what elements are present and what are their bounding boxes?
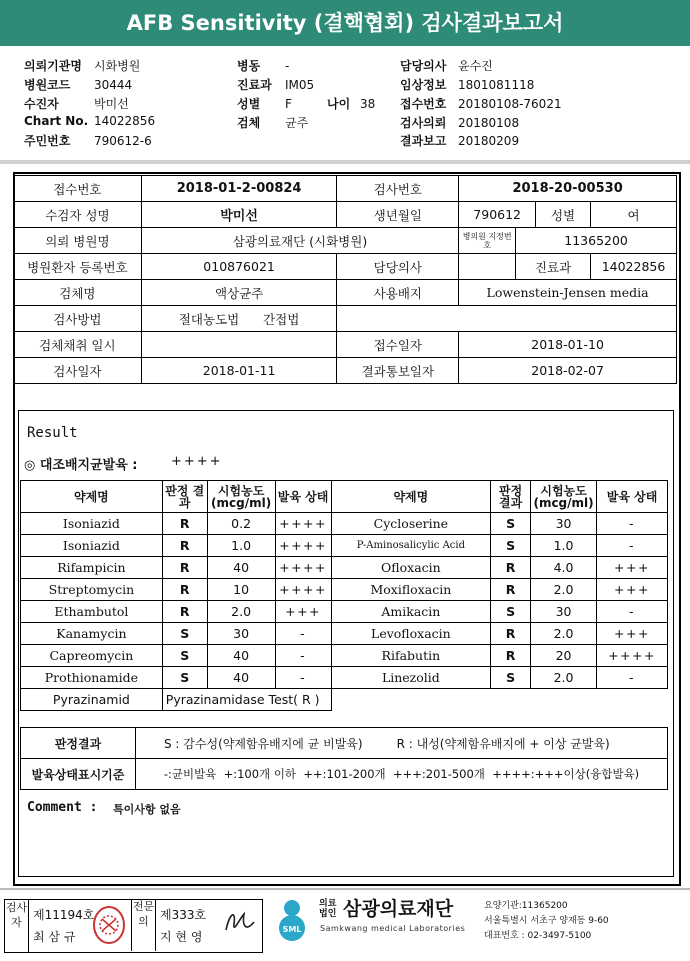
- right-conc-cell: 1.0: [531, 535, 597, 557]
- right-growth-cell: -: [597, 601, 668, 623]
- table-row: [14, 280, 677, 306]
- right-growth-cell: +++: [597, 557, 668, 579]
- left-growth-cell: ++++: [275, 513, 331, 535]
- left-drug-cell: Streptomycin: [21, 579, 163, 601]
- right-conc-cell: 2.0: [531, 667, 597, 689]
- right-growth-cell: +++: [597, 623, 668, 645]
- left-judge-cell: R: [162, 535, 207, 557]
- method-label: 검사방법: [14, 306, 142, 332]
- left-drug-cell: Prothionamide: [21, 667, 163, 689]
- col-drug: 약제명: [331, 481, 491, 513]
- specimen: 액상균주: [141, 280, 337, 306]
- right-drug-cell: P-Aminosalicylic Acid: [331, 535, 491, 557]
- left-drug-cell: Rifampicin: [21, 557, 163, 579]
- left-growth-cell: -: [275, 645, 331, 667]
- right-drug-cell: Amikacin: [331, 601, 491, 623]
- field-label: 수진자: [24, 97, 59, 111]
- right-conc-cell: 30: [531, 513, 597, 535]
- field-label: 접수번호: [400, 97, 447, 111]
- table-row: [21, 667, 668, 689]
- table-row: [21, 535, 668, 557]
- receipt-no-label: 접수번호: [14, 176, 142, 202]
- right-drug-cell: Ofloxacin: [331, 557, 491, 579]
- left-conc-cell: 1.0: [207, 535, 275, 557]
- field-label: 담당의사: [400, 59, 447, 73]
- address-line: 서울특별시 서초구 양재동 9-60: [484, 916, 609, 926]
- exam-no-label: 검사번호: [337, 176, 459, 202]
- dob-label: 생년월일: [337, 202, 459, 228]
- patient-info-table: [13, 175, 677, 384]
- table-row: [14, 306, 677, 332]
- examiner-name: 최 삼 규: [33, 930, 76, 944]
- right-judge-cell: S: [491, 535, 531, 557]
- header-field: [400, 132, 519, 149]
- left-judge-cell: R: [162, 513, 207, 535]
- right-judge-cell: R: [491, 645, 531, 667]
- org-en: Samkwang medical Laboratories: [320, 924, 466, 933]
- left-drug-cell: Capreomycin: [21, 645, 163, 667]
- growth-legend: -:균비발육 +:100개 이하 ++:101-200개 +++:201-500개 ++++:+++이상(융합발육): [136, 759, 668, 790]
- method-blank: [337, 306, 677, 332]
- pza-drug: Pyrazinamid: [21, 689, 163, 711]
- field-label: 진료과: [237, 78, 272, 92]
- right-drug-cell: Rifabutin: [331, 645, 491, 667]
- left-drug-cell: Isoniazid: [21, 513, 163, 535]
- field-value: F: [285, 97, 292, 111]
- pza-test: Pyrazinamidase Test( R ): [162, 689, 331, 711]
- left-conc-cell: 10: [207, 579, 275, 601]
- table-row: [14, 358, 677, 384]
- collect: [141, 332, 337, 358]
- right-growth-cell: -: [597, 667, 668, 689]
- left-growth-cell: ++++: [275, 535, 331, 557]
- col-drug: 약제명: [21, 481, 163, 513]
- left-growth-cell: +++: [275, 601, 331, 623]
- left-growth-cell: -: [275, 623, 331, 645]
- right-growth-cell: +++: [597, 579, 668, 601]
- field-label: 성별: [237, 97, 261, 111]
- patient-name: 박미선: [141, 202, 337, 228]
- header-field: [24, 76, 132, 93]
- field-value: 균주: [285, 116, 309, 130]
- left-conc-cell: 30: [207, 623, 275, 645]
- blank-cell: [331, 689, 667, 711]
- header-divider: [0, 160, 690, 164]
- left-growth-cell: ++++: [275, 557, 331, 579]
- control-growth-label: ◎ 대조배지균발육 :: [24, 458, 138, 473]
- header-field: [400, 95, 562, 112]
- field-label: 결과보고: [400, 134, 447, 148]
- specialist-label: 전문의: [131, 899, 156, 951]
- field-value: 30444: [94, 78, 133, 92]
- header-field: [400, 76, 534, 93]
- legend-table: [20, 727, 668, 790]
- received: 2018-01-10: [459, 332, 677, 358]
- report-date-label: 결과통보일자: [337, 358, 459, 384]
- right-conc-cell: 2.0: [531, 623, 597, 645]
- table-row: [21, 728, 668, 759]
- medium: Lowenstein-Jensen media: [459, 280, 677, 306]
- report-title: AFB Sensitivity (결핵협회) 검사결과보고서: [0, 0, 690, 46]
- field-label: 병동: [237, 59, 261, 73]
- method: [141, 306, 337, 332]
- comment-text: 특이사항 없음: [113, 803, 181, 816]
- right-growth-cell: ++++: [597, 645, 668, 667]
- table-row: [21, 645, 668, 667]
- field-label: 검체: [237, 116, 261, 130]
- table-row: [21, 689, 668, 711]
- reg-no-label: 병원환자 등록번호: [14, 254, 142, 280]
- table-row: [14, 176, 677, 202]
- right-judge-cell: R: [491, 623, 531, 645]
- comment-label: Comment :: [27, 800, 98, 815]
- hosp-code-label: 병의원 지정번호: [459, 228, 516, 254]
- dept: 14022856: [591, 254, 677, 280]
- sex: 여: [591, 202, 677, 228]
- right-drug-cell: Moxifloxacin: [331, 579, 491, 601]
- received-label: 접수일자: [337, 332, 459, 358]
- col-judge: 판정 결과: [162, 481, 207, 513]
- left-growth-cell: ++++: [275, 579, 331, 601]
- hosp-code: 11365200: [516, 228, 677, 254]
- table-row: [14, 254, 677, 280]
- col-growth: 발육 상태: [275, 481, 331, 513]
- sex-label: 성별: [536, 202, 591, 228]
- org-prefix: 의료법인: [319, 899, 337, 919]
- header-field: [237, 76, 314, 93]
- col-conc: 시험농도 (mcg/ml): [531, 481, 597, 513]
- left-drug-cell: Isoniazid: [21, 535, 163, 557]
- field-value: 20180108: [458, 116, 520, 130]
- field-label: 임상정보: [400, 78, 447, 92]
- header-field: [237, 57, 289, 74]
- exam-no: 2018-20-00530: [459, 176, 677, 202]
- table-row: [14, 332, 677, 358]
- left-conc-cell: 0.2: [207, 513, 275, 535]
- field-label: 병원코드: [24, 78, 71, 92]
- test-date: 2018-01-11: [141, 358, 337, 384]
- age-label: 나이: [327, 97, 351, 111]
- field-label: 주민번호: [24, 134, 71, 148]
- field-value: IM05: [285, 78, 315, 92]
- right-conc-cell: 2.0: [531, 579, 597, 601]
- right-growth-cell: -: [597, 513, 668, 535]
- field-value: 14022856: [94, 114, 156, 128]
- report-date: 2018-02-07: [459, 358, 677, 384]
- left-growth-cell: -: [275, 667, 331, 689]
- specialist-name: 지 현 영: [160, 930, 203, 944]
- medium-label: 사용배지: [337, 280, 459, 306]
- header-field: [24, 132, 152, 149]
- control-growth-value: ++++: [171, 454, 223, 469]
- judge-legend-r: R : 내성(약제함유배지에 + 이상 균발육): [396, 736, 610, 751]
- header-field: [400, 114, 519, 131]
- collect-label: 검체채취 일시: [14, 332, 142, 358]
- field-label: Chart No.: [24, 114, 89, 128]
- left-judge-cell: S: [162, 645, 207, 667]
- table-header-row: [21, 481, 668, 513]
- table-row: [21, 601, 668, 623]
- header-field: [24, 95, 129, 112]
- field-label: 의뢰기관명: [24, 59, 82, 73]
- left-judge-cell: S: [162, 623, 207, 645]
- header-field: [24, 114, 155, 128]
- specialist-no: 제333호: [160, 908, 207, 922]
- left-conc-cell: 40: [207, 645, 275, 667]
- col-judge: 판정 결과: [491, 481, 531, 513]
- table-row: [21, 759, 668, 790]
- right-drug-cell: Linezolid: [331, 667, 491, 689]
- judge-legend-s: S : 감수성(약제함유배지에 균 비발육): [164, 736, 363, 751]
- growth-legend-label: 발육상태표시기준: [21, 759, 136, 790]
- left-conc-cell: 2.0: [207, 601, 275, 623]
- header-field: [400, 57, 493, 74]
- sml-logo-icon: [272, 898, 312, 942]
- method-1: 절대농도법: [178, 311, 240, 327]
- field-label: 검사의뢰: [400, 116, 447, 130]
- logo-text: SML: [282, 925, 302, 934]
- doctor-label: 담당의사: [337, 254, 459, 280]
- left-drug-cell: Kanamycin: [21, 623, 163, 645]
- receipt-no: 2018-01-2-00824: [141, 176, 337, 202]
- patient-name-label: 수검자 성명: [14, 202, 142, 228]
- table-row: [14, 228, 677, 254]
- right-drug-cell: Levofloxacin: [331, 623, 491, 645]
- table-row: [21, 623, 668, 645]
- field-value: 20180108-76021: [458, 97, 562, 111]
- table-row: [21, 557, 668, 579]
- col-growth: 발육 상태: [597, 481, 668, 513]
- field-value: -: [285, 59, 290, 73]
- left-judge-cell: S: [162, 667, 207, 689]
- left-conc-cell: 40: [207, 557, 275, 579]
- hospital: 삼광의료재단 (시화병원): [141, 228, 458, 254]
- left-judge-cell: R: [162, 557, 207, 579]
- right-conc-cell: 4.0: [531, 557, 597, 579]
- right-judge-cell: S: [491, 667, 531, 689]
- header-field: [237, 95, 375, 112]
- judge-legend: [136, 728, 668, 759]
- header-field: [237, 114, 308, 131]
- table-row: [14, 202, 677, 228]
- right-drug-cell: Cycloserine: [331, 513, 491, 535]
- field-value: 시화병원: [94, 59, 141, 73]
- table-row: [21, 513, 668, 535]
- right-judge-cell: R: [491, 557, 531, 579]
- dept-label: 진료과: [516, 254, 591, 280]
- left-judge-cell: R: [162, 579, 207, 601]
- specimen-label: 검체명: [14, 280, 142, 306]
- hospital-label: 의뢰 병원명: [14, 228, 142, 254]
- seal-stamp-icon: [92, 905, 126, 945]
- drug-table: [20, 480, 668, 711]
- examiner-label: 검사자: [4, 899, 29, 953]
- doctor: [459, 254, 516, 280]
- field-value: 1801081118: [458, 78, 535, 92]
- left-judge-cell: R: [162, 601, 207, 623]
- result-heading: Result: [27, 425, 78, 441]
- test-date-label: 검사일자: [14, 358, 142, 384]
- judge-legend-label: 판정결과: [21, 728, 136, 759]
- table-row: [21, 579, 668, 601]
- field-value: 윤수진: [458, 59, 493, 73]
- dob: 790612: [459, 202, 536, 228]
- right-judge-cell: R: [491, 579, 531, 601]
- left-conc-cell: 40: [207, 667, 275, 689]
- examiner-no: 제11194호: [33, 908, 95, 922]
- right-judge-cell: S: [491, 513, 531, 535]
- right-growth-cell: -: [597, 535, 668, 557]
- code-line: 요양기관:11365200: [484, 901, 568, 911]
- right-conc-cell: 20: [531, 645, 597, 667]
- reg-no: 010876021: [141, 254, 337, 280]
- right-conc-cell: 30: [531, 601, 597, 623]
- right-judge-cell: S: [491, 601, 531, 623]
- field-value: 790612-6: [94, 134, 152, 148]
- org-name: 삼광의료재단: [343, 898, 454, 920]
- age-value: 38: [360, 97, 376, 111]
- method-2: 간접법: [263, 311, 300, 327]
- phone-line: 대표번호 : 02-3497-5100: [484, 931, 592, 941]
- col-conc: 시험농도 (mcg/ml): [207, 481, 275, 513]
- left-drug-cell: Ethambutol: [21, 601, 163, 623]
- field-value: 박미선: [94, 97, 129, 111]
- header-field: [24, 57, 140, 74]
- signature-icon: [222, 904, 258, 940]
- field-value: 20180209: [458, 134, 520, 148]
